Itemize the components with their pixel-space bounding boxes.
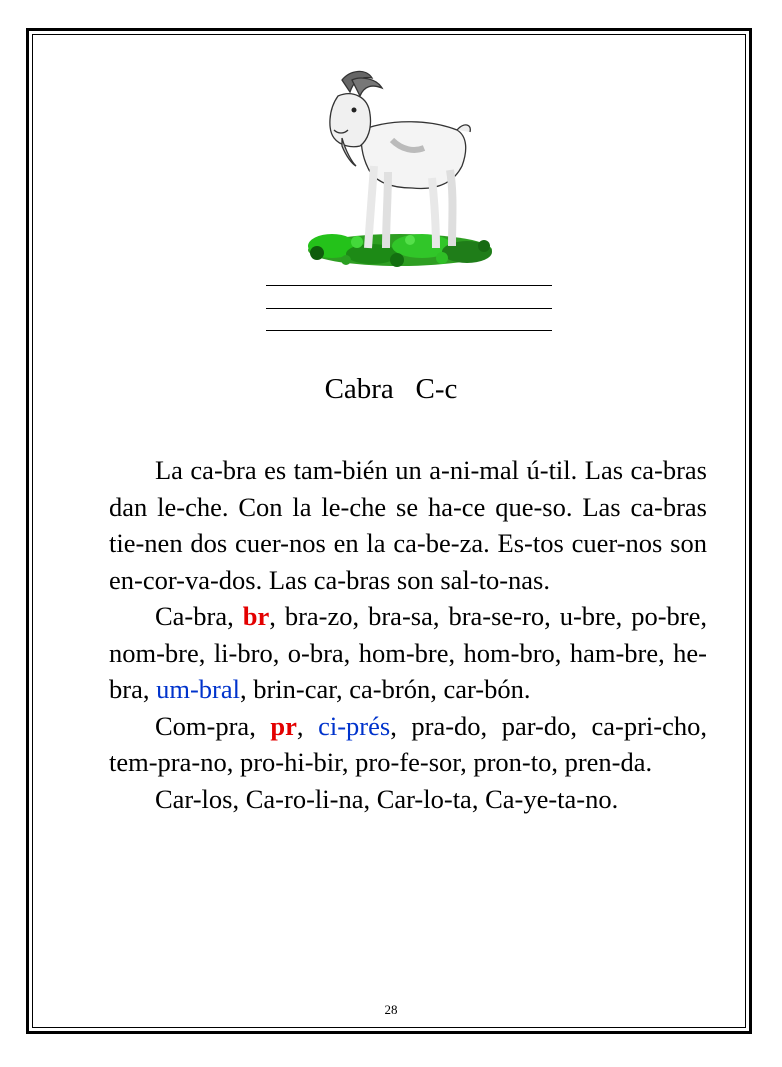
para2-lead: Ca-bra, — [155, 601, 234, 631]
word-cipres: ci-prés — [318, 710, 391, 741]
paragraph-3 — [109, 708, 707, 781]
writing-line — [266, 330, 552, 331]
para2-part2: , brin-car, ca-brón, car-bón. — [239, 674, 531, 704]
highlight-pr: pr — [270, 710, 297, 741]
paragraph-1: La ca-bra es tam-bién un a-ni-mal ú-til. Las ca-bras dan le-che. Con la le-che se ha-ce que-so. Las ca-bras tie-nen dos cuer-nos en la ca-be-za. Es-tos cuer-nos son en-cor-va-dos. Las ca-bras son sal-to-nas. — [109, 455, 707, 595]
para3-rest: , pra-do, par-do, ca-pri-cho, tem-pra-no, pro-hi-bir, pro-fe-sor, pron-to, pren-da. — [109, 710, 708, 777]
goat-body — [330, 71, 470, 248]
para3-sep: , — [296, 710, 304, 741]
writing-lines — [266, 285, 552, 353]
lesson-text — [109, 452, 707, 817]
grass — [308, 234, 492, 267]
para2-part1: , bra-zo, bra-sa, bra-se-ro, u-bre, po-bre, nom-bre, li-bro, o-bra, hom-bre, hom-bro, ham-bre, he-bra, — [109, 601, 707, 704]
paragraph-2 — [109, 598, 707, 708]
lesson-title: Cabra C-c — [324, 373, 458, 405]
writing-line — [266, 308, 552, 309]
paragraph-4: Car-los, Ca-ro-li-na, Car-lo-ta, Ca-ye-ta-no. — [155, 783, 619, 814]
goat-illustration — [302, 70, 498, 270]
highlight-br: br — [242, 601, 270, 631]
page-number: 28 — [384, 1002, 398, 1017]
writing-line — [266, 285, 552, 286]
word-umbral: um-bral — [156, 674, 240, 704]
para3-lead: Com-pra, — [155, 710, 256, 741]
